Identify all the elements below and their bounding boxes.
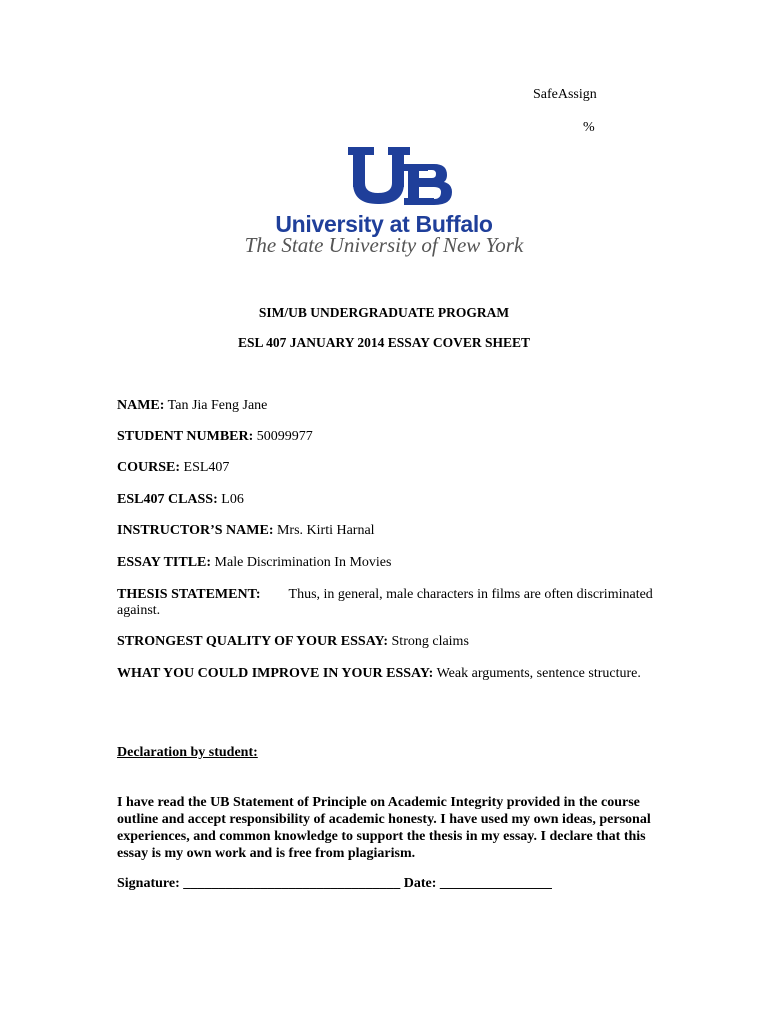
instructor-field bbox=[117, 523, 657, 539]
date-line[interactable]: ________________ bbox=[439, 876, 552, 891]
university-name: University at Buffalo bbox=[275, 211, 493, 237]
name-label: NAME: bbox=[117, 398, 165, 413]
strongest-quality-field bbox=[117, 634, 657, 650]
student-number-field bbox=[117, 429, 657, 445]
essay-title-label: ESSAY TITLE: bbox=[117, 555, 212, 570]
declaration-text: I have read the UB Statement of Principle on Academic Integrity provided in the course outline and accept responsibility of academic honesty. I have used my own ideas, personal experiences, and common knowledge to support the thesis in my essay. I declare that this essay is my own work and is free from plagiarism. bbox=[117, 795, 651, 861]
university-subtitle: The State University of New York bbox=[244, 233, 524, 257]
name-value: Tan Jia Feng Jane bbox=[164, 398, 268, 413]
improve-label: WHAT YOU COULD IMPROVE IN YOUR ESSAY: bbox=[117, 666, 434, 681]
student-number-label: STUDENT NUMBER: bbox=[117, 429, 254, 444]
signature-line[interactable]: _______________________________ bbox=[183, 876, 401, 891]
thesis-label: THESIS STATEMENT: bbox=[117, 587, 261, 602]
signature-label: Signature: bbox=[117, 876, 180, 891]
name-field bbox=[117, 398, 657, 414]
thesis-value: Thus, in general, male characters in films are often discriminated against. bbox=[117, 587, 653, 618]
declaration-title: Declaration by student: bbox=[117, 745, 258, 760]
course-value: ESL407 bbox=[180, 460, 230, 475]
instructor-value: Mrs. Kirti Harnal bbox=[273, 523, 375, 538]
instructor-label: INSTRUCTOR’S NAME: bbox=[117, 523, 274, 538]
esl-class-value: L06 bbox=[217, 492, 244, 507]
ub-logo-icon bbox=[348, 147, 454, 205]
program-heading: SIM/UB UNDERGRADUATE PROGRAM bbox=[258, 305, 510, 320]
improve-field bbox=[117, 666, 657, 682]
strongest-quality-label: STRONGEST QUALITY OF YOUR ESSAY: bbox=[117, 634, 389, 649]
esl-class-field bbox=[117, 492, 657, 508]
essay-title-field bbox=[117, 555, 657, 571]
strongest-quality-value: Strong claims bbox=[388, 634, 469, 649]
thesis-field bbox=[117, 587, 657, 619]
essay-title-value: Male Discrimination In Movies bbox=[211, 555, 392, 570]
course-label: COURSE: bbox=[117, 460, 181, 475]
student-number-value: 50099977 bbox=[253, 429, 313, 444]
signature-row bbox=[117, 876, 552, 892]
cover-sheet-heading: ESL 407 JANUARY 2014 ESSAY COVER SHEET bbox=[237, 335, 531, 350]
course-field bbox=[117, 460, 657, 476]
date-label: Date: bbox=[403, 876, 437, 891]
safeassign-percent: % bbox=[583, 120, 595, 135]
safeassign-label: SafeAssign bbox=[533, 87, 597, 102]
esl-class-label: ESL407 CLASS: bbox=[117, 492, 218, 507]
improve-value: Weak arguments, sentence structure. bbox=[433, 666, 641, 681]
